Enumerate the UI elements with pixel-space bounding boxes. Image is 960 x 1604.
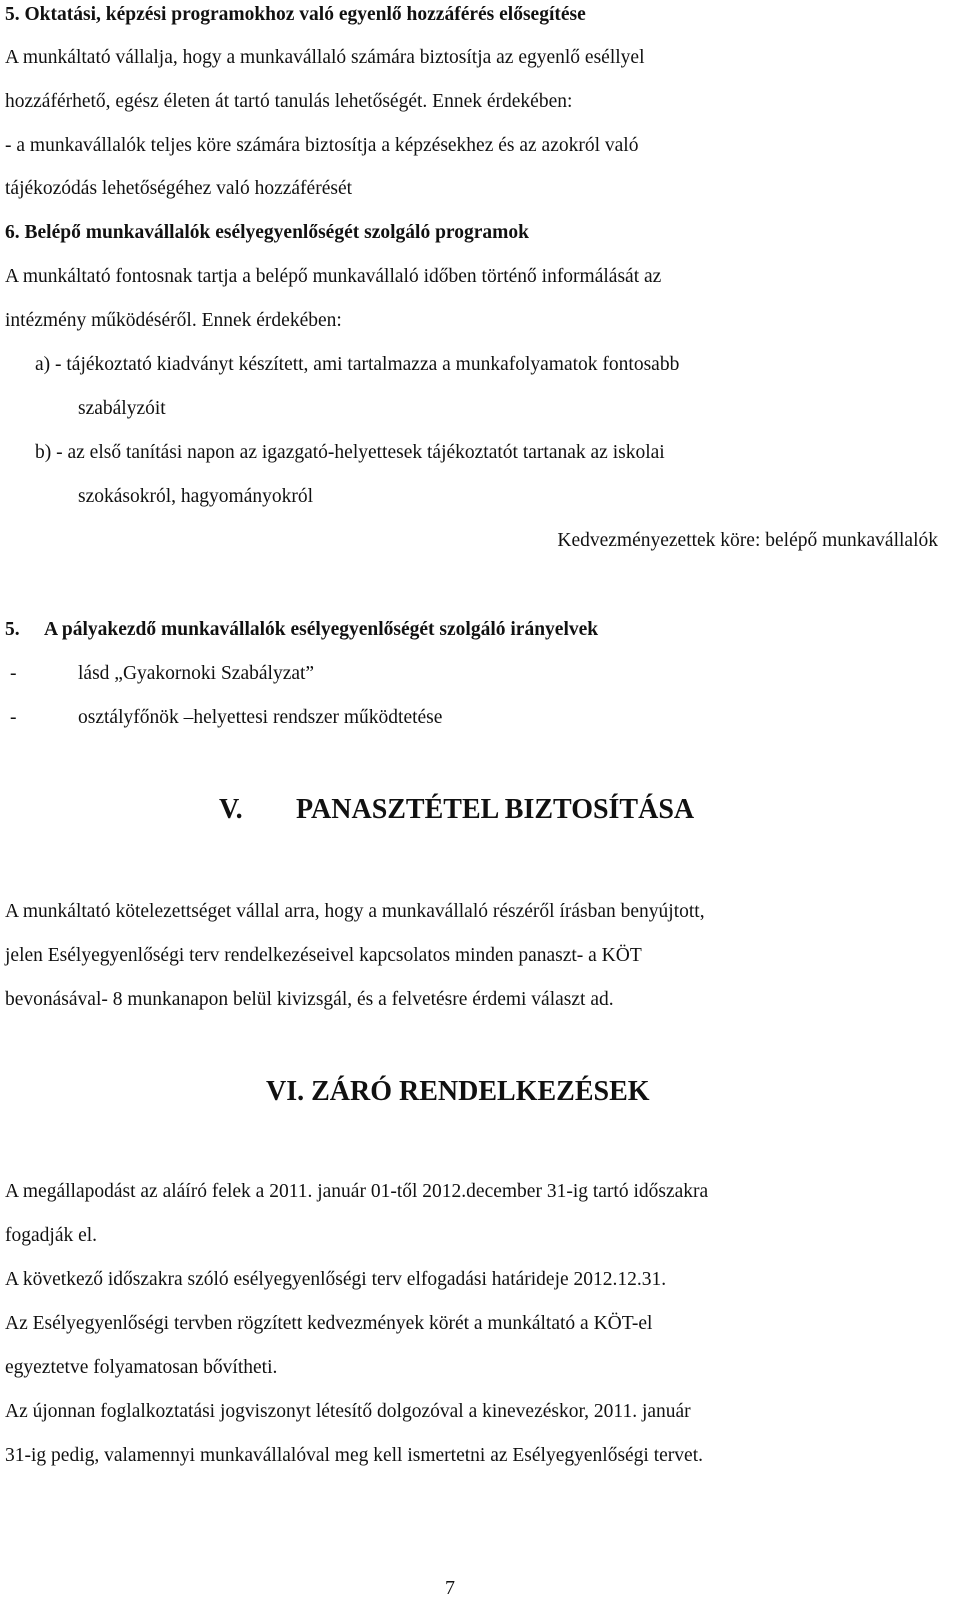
section-number: 5. — [5, 619, 20, 640]
paragraph-line: tájékozódás lehetőségéhez való hozzáférését — [5, 178, 353, 199]
paragraph-line: egyeztetve folyamatosan bővítheti. — [5, 1357, 278, 1378]
paragraph-line: A megállapodást az aláíró felek a 2011. január 01-től 2012.december 31-ig tartó időszakra — [5, 1181, 709, 1202]
paragraph-line: hozzáférhető, egész életen át tartó tanulás lehetőségét. Ennek érdekében: — [5, 91, 573, 112]
page-number: 7 — [445, 1577, 455, 1599]
bullet-dash: - — [10, 663, 17, 684]
bullet-text: osztályfőnök –helyettesi rendszer működtetése — [78, 707, 443, 728]
chapter-title: VI. ZÁRÓ RENDELKEZÉSEK — [266, 1076, 650, 1107]
section-heading: A pályakezdő munkavállalók esélyegyenlőségét szolgáló irányelvek — [44, 619, 599, 640]
list-item-continuation: szokásokról, hagyományokról — [78, 486, 314, 507]
paragraph-line: - a munkavállalók teljes köre számára biztosítja a képzésekhez és az azokról való — [5, 135, 639, 156]
list-item: a) - tájékoztató kiadványt készített, ami tartalmazza a munkafolyamatok fontosabb — [35, 354, 680, 375]
paragraph-line: A munkáltató fontosnak tartja a belépő munkavállaló időben történő informálását az — [5, 266, 662, 287]
chapter-title: PANASZTÉTEL BIZTOSÍTÁSA — [296, 794, 695, 825]
paragraph-line: fogadják el. — [5, 1225, 98, 1246]
chapter-numeral: V. — [219, 794, 243, 825]
list-item-continuation: szabályzóit — [78, 398, 166, 419]
list-item: b) - az első tanítási napon az igazgató-helyettesek tájékoztatót tartanak az iskolai — [35, 442, 665, 463]
section-heading: 6. Belépő munkavállalók esélyegyenlőségét szolgáló programok — [5, 222, 529, 243]
paragraph-line: Az Esélyegyenlőségi tervben rögzített kedvezmények körét a munkáltató a KÖT-el — [5, 1313, 653, 1334]
paragraph-line: A munkáltató kötelezettséget vállal arra, hogy a munkavállaló részéről írásban benyújtott, — [5, 901, 705, 922]
section-heading: 5. Oktatási, képzési programokhoz való egyenlő hozzáférés elősegítése — [5, 4, 586, 25]
paragraph-line: 31-ig pedig, valamennyi munkavállalóval meg kell ismertetni az Esélyegyenlőségi tervet. — [5, 1445, 703, 1466]
paragraph-line: A munkáltató vállalja, hogy a munkavállaló számára biztosítja az egyenlő eséllyel — [5, 47, 645, 68]
paragraph-line: intézmény működéséről. Ennek érdekében: — [5, 310, 342, 331]
bullet-text: lásd „Gyakornoki Szabályzat” — [78, 663, 315, 684]
paragraph-line: Az újonnan foglalkoztatási jogviszonyt létesítő dolgozóval a kinevezéskor, 2011. január — [5, 1401, 691, 1422]
paragraph-line: A következő időszakra szóló esélyegyenlőségi terv elfogadási határideje 2012.12.31. — [5, 1269, 667, 1290]
beneficiaries-note: Kedvezményezettek köre: belépő munkavállalók — [557, 530, 938, 551]
bullet-dash: - — [10, 707, 17, 728]
paragraph-line: jelen Esélyegyenlőségi terv rendelkezéseivel kapcsolatos minden panaszt- a KÖT — [5, 945, 642, 966]
paragraph-line: bevonásával- 8 munkanapon belül kivizsgál, és a felvetésre érdemi választ ad. — [5, 989, 614, 1010]
